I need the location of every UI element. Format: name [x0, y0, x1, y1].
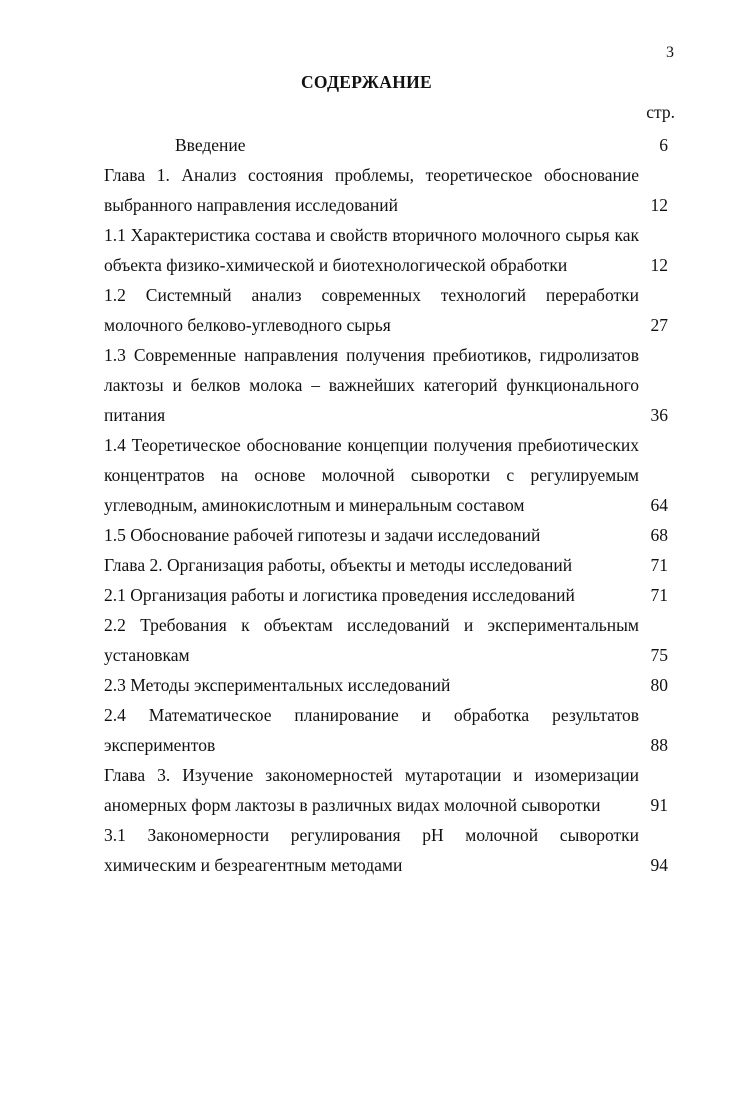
toc-entry-title: 2.4 Математическое планирование и обработка результатов экспериментов: [104, 705, 639, 755]
toc-entry: [104, 220, 678, 280]
toc-entry: [104, 520, 678, 550]
toc-entry-title: Глава 2. Организация работы, объекты и методы исследований: [104, 555, 573, 575]
toc-entry-page: 6: [659, 135, 668, 155]
toc-entry-page: 64: [650, 495, 668, 515]
toc-entry: [104, 580, 678, 610]
toc-entry-title: 1.4 Теоретическое обоснование концепции получения пребиотических концентратов на основе молочной сыворотки с регулируемым углеводным, аминокислотным и минеральным составом: [104, 435, 639, 515]
toc-entry: [104, 610, 678, 670]
toc-entry-page: 75: [650, 645, 668, 665]
toc-entry-title: 3.1 Закономерности регулирования pH молочной сыворотки химическим и безреагентным методами: [104, 825, 639, 875]
toc-entry-title: 2.3 Методы экспериментальных исследований: [104, 675, 451, 695]
toc-entry-page: 71: [650, 555, 668, 575]
toc-entry-page: 80: [650, 675, 668, 695]
toc-entry: [104, 670, 678, 700]
toc-entry-title: 1.1 Характеристика состава и свойств вторичного молочного сырья как объекта физико-химической и биотехнологической обработки: [104, 225, 639, 275]
toc-entry: [104, 760, 678, 820]
toc-entry-page: 36: [650, 405, 668, 425]
toc-entry-page: 27: [650, 315, 668, 335]
toc-entry-title: Глава 1. Анализ состояния проблемы, теоретическое обоснование выбранного направления исследований: [104, 165, 639, 215]
toc-entry-title: 1.5 Обоснование рабочей гипотезы и задачи исследований: [104, 525, 541, 545]
toc-entry: [104, 550, 678, 580]
toc-entry-page: 12: [650, 255, 668, 275]
toc-entry-page: 94: [650, 855, 668, 875]
toc-entry: [104, 130, 678, 160]
toc-entry: [104, 430, 678, 520]
toc-entry-title: 1.2 Системный анализ современных технологий переработки молочного белково-углеводного сырья: [104, 285, 639, 335]
toc-entry-page: 71: [650, 585, 668, 605]
toc-entry-title: 2.1 Организация работы и логистика проведения исследований: [104, 585, 575, 605]
page-title: СОДЕРЖАНИЕ: [300, 72, 432, 92]
toc-entry-title: 2.2 Требования к объектам исследований и экспериментальным установкам: [104, 615, 639, 665]
toc-entry-page: 12: [650, 195, 668, 215]
toc-entry-page: 91: [650, 795, 668, 815]
table-of-contents: [104, 130, 678, 880]
toc-entry: [104, 820, 678, 880]
toc-entry: [104, 340, 678, 430]
toc-entry-page: 88: [650, 735, 668, 755]
toc-entry-title: Глава 3. Изучение закономерностей мутаротации и изомеризации аномерных форм лактозы в различных видах молочной сыворотки: [104, 765, 639, 815]
page-number: 3: [666, 44, 674, 61]
toc-entry-title: 1.3 Современные направления получения пребиотиков, гидролизатов лактозы и белков молока – важнейших категорий функционального питания: [104, 345, 639, 425]
toc-entry: [104, 280, 678, 340]
toc-entry-title: Введение: [175, 135, 246, 155]
page-column-label: стр.: [646, 102, 675, 122]
toc-entry: [104, 160, 678, 220]
toc-entry-page: 68: [650, 525, 668, 545]
toc-entry: [104, 700, 678, 760]
